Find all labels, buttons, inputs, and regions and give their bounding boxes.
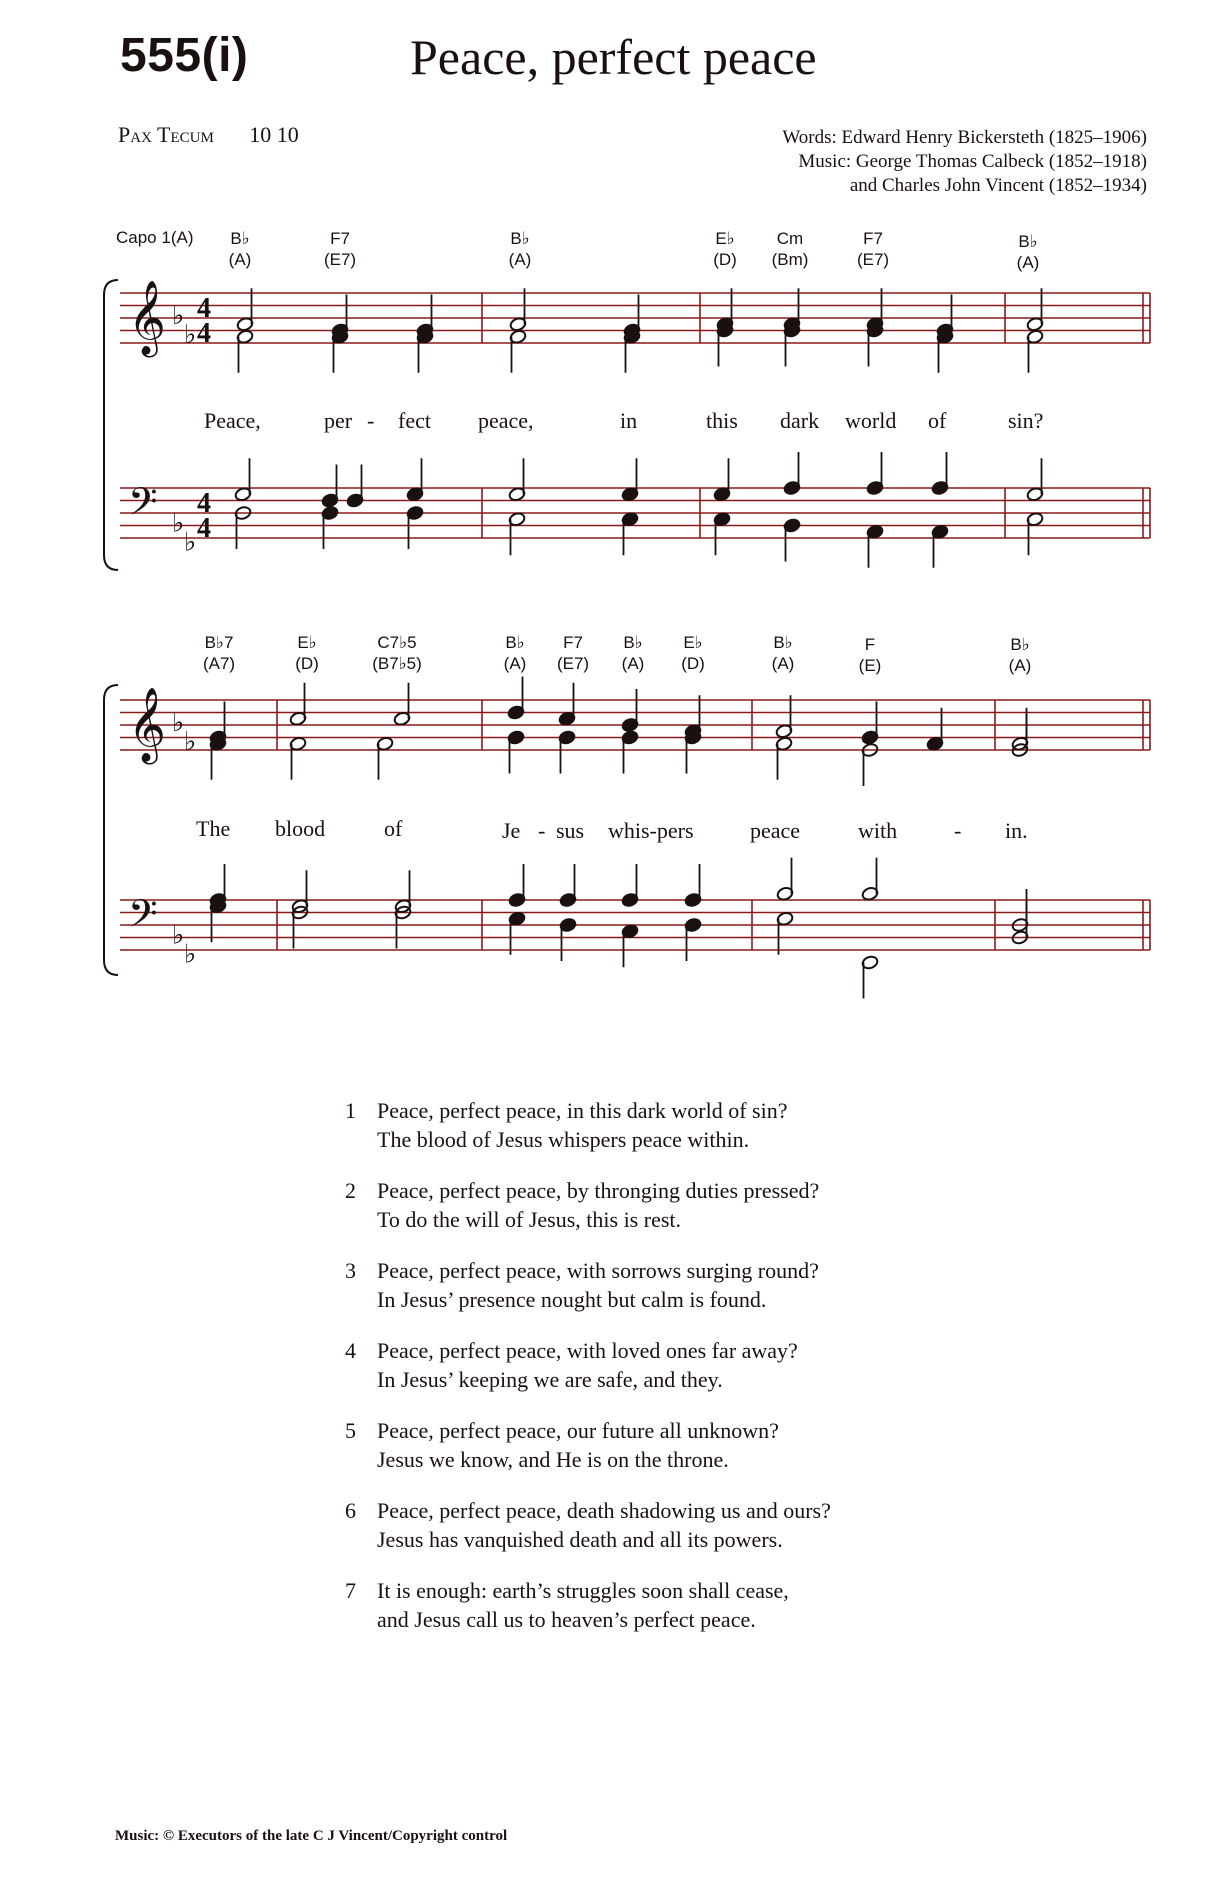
chord-symbol: F (E) bbox=[858, 635, 882, 675]
lyric-syllable: world bbox=[845, 408, 897, 433]
time-signature: 4 bbox=[197, 488, 211, 519]
copyright-notice: Music: © Executors of the late C J Vincent/Copyright control bbox=[115, 1828, 508, 1844]
verse-line: Jesus we know, and He is on the throne. bbox=[377, 1447, 729, 1472]
staff-notation bbox=[104, 280, 1150, 999]
chord-symbol: B♭ (A) bbox=[1016, 232, 1040, 272]
lyric-syllable: Je bbox=[502, 818, 521, 843]
verse-line: Peace, perfect peace, with sorrows surging round? bbox=[377, 1258, 819, 1283]
verse-line: In Jesus’ presence nought but calm is found. bbox=[377, 1287, 767, 1312]
verse bbox=[345, 1256, 1105, 1314]
verse bbox=[345, 1416, 1105, 1474]
chord-symbol: E♭ (D) bbox=[713, 229, 737, 269]
verse bbox=[345, 1336, 1105, 1394]
verse-number: 5 bbox=[345, 1418, 356, 1443]
system-bracket bbox=[104, 280, 118, 570]
lyric-syllable: with bbox=[858, 818, 898, 843]
chord-symbol: F7 (E7) bbox=[556, 633, 590, 673]
verse-number: 2 bbox=[345, 1178, 356, 1203]
flat-sign: ♭ bbox=[184, 527, 197, 557]
chord-symbol: B♭ (A) bbox=[228, 229, 252, 269]
chord-symbol: F7 (E7) bbox=[856, 229, 890, 269]
flat-sign: ♭ bbox=[172, 708, 185, 737]
lyric-syllable: peace bbox=[750, 818, 801, 843]
lyric-syllable: sin? bbox=[1008, 408, 1044, 433]
time-signature: 4 bbox=[197, 293, 211, 324]
music-credit-1: Music: George Thomas Calbeck (1852–1918) bbox=[798, 151, 1147, 172]
chord-symbol: B♭ (A) bbox=[503, 633, 527, 673]
verse-line: Peace, perfect peace, with loved ones far away? bbox=[377, 1338, 798, 1363]
lyric-syllable: per bbox=[324, 408, 353, 433]
chord-symbol: Cm (Bm) bbox=[771, 229, 809, 269]
lyric-syllable: in bbox=[620, 408, 638, 433]
verse-line: The blood of Jesus whispers peace within. bbox=[377, 1127, 750, 1152]
flat-sign: ♭ bbox=[172, 508, 185, 538]
verse-line: Peace, perfect peace, our future all unknown? bbox=[377, 1418, 779, 1443]
chord-symbol: B♭ (A) bbox=[508, 229, 532, 269]
tune-name: Pax Tecum bbox=[118, 122, 214, 147]
chord-symbol: E♭ (D) bbox=[295, 633, 319, 673]
verse-number: 3 bbox=[345, 1258, 356, 1283]
lyric-syllable: Peace, bbox=[204, 408, 261, 433]
flat-sign: ♭ bbox=[184, 319, 197, 349]
verses-list bbox=[345, 1096, 1105, 1656]
verse-line: In Jesus’ keeping we are safe, and they. bbox=[377, 1367, 723, 1392]
flat-sign: ♭ bbox=[184, 726, 197, 756]
lyric-syllable: blood bbox=[275, 816, 326, 841]
chord-symbol: F7 (E7) bbox=[323, 229, 357, 269]
lyric-syllable: - bbox=[954, 818, 962, 843]
bass-clef: 𝄢 bbox=[128, 891, 158, 945]
chord-symbol: E♭ (D) bbox=[681, 633, 705, 673]
flat-sign: ♭ bbox=[172, 301, 185, 330]
verse-line: Peace, perfect peace, in this dark world of sin? bbox=[377, 1098, 788, 1123]
verse-line: To do the will of Jesus, this is rest. bbox=[377, 1207, 682, 1232]
lyric-syllable: of bbox=[384, 816, 403, 841]
verse bbox=[345, 1576, 1105, 1634]
lyric-syllable: fect bbox=[398, 408, 431, 433]
verse-line: It is enough: earth’s struggles soon shall cease, bbox=[377, 1578, 789, 1603]
chord-symbol: B♭7 (A7) bbox=[202, 633, 236, 673]
system-bracket bbox=[104, 685, 118, 975]
capo-label: Capo 1(A) bbox=[116, 228, 194, 247]
verse-number: 7 bbox=[345, 1578, 356, 1603]
verse-line: and Jesus call us to heaven’s perfect peace. bbox=[377, 1607, 756, 1632]
flat-sign: ♭ bbox=[184, 939, 197, 969]
verse-line: Peace, perfect peace, death shadowing us and ours? bbox=[377, 1498, 831, 1523]
meter: 10 10 bbox=[249, 122, 299, 147]
bass-clef: 𝄢 bbox=[128, 479, 158, 533]
music-credit-2: and Charles John Vincent (1852–1934) bbox=[849, 175, 1147, 196]
chord-symbol: B♭ (A) bbox=[1008, 635, 1032, 675]
lyric-syllable: - bbox=[538, 818, 546, 843]
treble-clef: 𝄞 bbox=[128, 281, 166, 355]
chord-symbol: C7♭5 (B7♭5) bbox=[372, 633, 422, 673]
lyric-syllable: in. bbox=[1005, 818, 1028, 843]
treble-clef: 𝄞 bbox=[128, 688, 166, 762]
lyric-syllable: this bbox=[706, 408, 738, 433]
verse-line: Peace, perfect peace, by thronging duties pressed? bbox=[377, 1178, 820, 1203]
hymn-title: Peace, perfect peace bbox=[410, 29, 817, 85]
verse bbox=[345, 1496, 1105, 1554]
chord-symbol: B♭ (A) bbox=[621, 633, 645, 673]
lyric-syllable: whis-pers bbox=[608, 818, 694, 843]
verse-number: 6 bbox=[345, 1498, 356, 1523]
verse-number: 4 bbox=[345, 1338, 356, 1363]
flat-sign: ♭ bbox=[172, 920, 185, 950]
hymn-number: 555(i) bbox=[120, 29, 249, 82]
lyric-syllable: of bbox=[928, 408, 947, 433]
verse-line: Jesus has vanquished death and all its powers. bbox=[377, 1527, 783, 1552]
time-signature: 4 bbox=[197, 513, 211, 544]
lyric-syllable: sus bbox=[556, 818, 585, 843]
lyric-syllable: The bbox=[196, 816, 231, 841]
time-signature: 4 bbox=[197, 318, 211, 349]
words-credit: Words: Edward Henry Bickersteth (1825–1906) bbox=[782, 127, 1147, 148]
lyric-syllable: - bbox=[367, 408, 375, 433]
verse-number: 1 bbox=[345, 1098, 356, 1123]
verse bbox=[345, 1096, 1105, 1154]
lyric-syllable: dark bbox=[780, 408, 820, 433]
verse bbox=[345, 1176, 1105, 1234]
lyric-syllable: peace, bbox=[478, 408, 534, 433]
chord-symbol: B♭ (A) bbox=[771, 633, 795, 673]
